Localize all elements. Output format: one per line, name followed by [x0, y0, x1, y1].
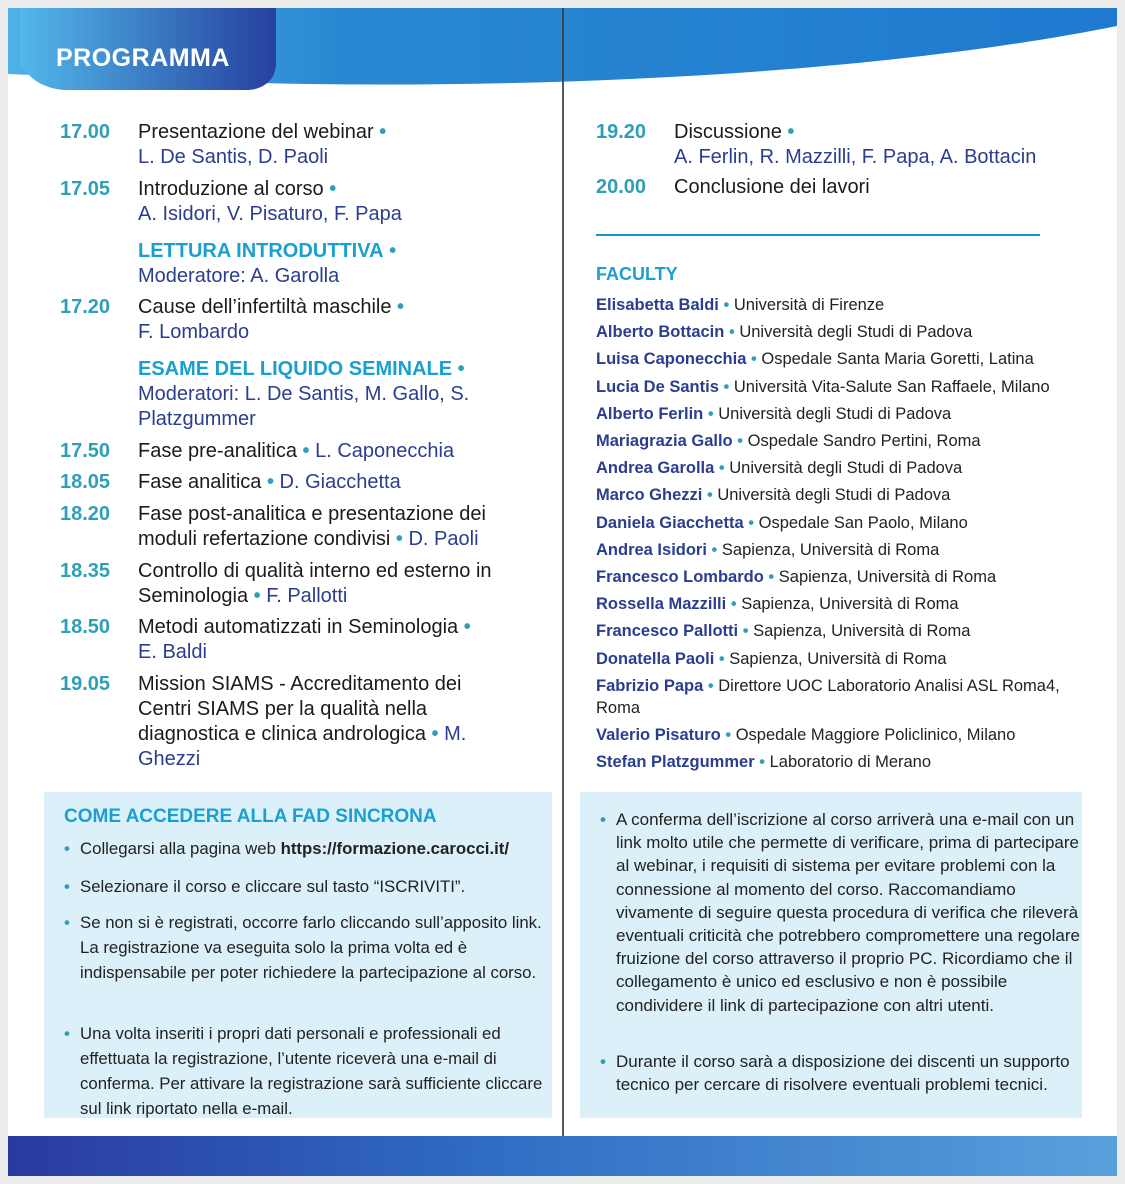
program-time: 20.00 — [596, 176, 647, 198]
bullet-dot-icon: • — [748, 513, 755, 532]
bullet-dot-icon: • — [253, 585, 261, 607]
bullet-dot-icon: • — [707, 404, 714, 423]
bullet-dot-icon: • — [329, 178, 337, 200]
faculty-affiliation: Sapienza, Università di Roma — [721, 540, 940, 559]
program-time: 19.05 — [60, 673, 111, 695]
bullet-dot-icon: • — [706, 486, 713, 505]
program-speakers: L. De Santis, D. Paoli — [138, 146, 329, 168]
program-title: Fase post-analitica e presentazione dei moduli refertazione condivisi — [138, 503, 486, 550]
access-info-box-continued — [580, 792, 1082, 1118]
faculty-affiliation: Sapienza, Università di Roma — [729, 649, 947, 668]
divider-line — [596, 234, 1040, 236]
faculty-list — [596, 292, 1076, 776]
faculty-name: Valerio Pisaturo — [596, 725, 721, 744]
faculty-name: Daniela Giacchetta — [596, 513, 744, 532]
program-time: 18.20 — [60, 503, 111, 525]
faculty-item — [596, 591, 1076, 618]
faculty-item — [596, 646, 1076, 673]
faculty-item — [596, 401, 1076, 428]
program-speakers: D. Paoli — [408, 528, 479, 550]
faculty-item — [596, 292, 1076, 319]
faculty-affiliation: Ospedale Santa Maria Goretti, Latina — [761, 350, 1034, 369]
program-title: Presentazione del webinar — [138, 121, 374, 143]
program-time: 18.35 — [60, 560, 111, 582]
footer-band — [8, 1136, 1117, 1176]
faculty-affiliation: Ospedale San Paolo, Milano — [758, 513, 968, 532]
faculty-item — [596, 749, 1076, 776]
program-time: 17.00 — [60, 121, 111, 143]
bullet-dot-icon: • — [457, 358, 465, 380]
program-speakers: A. Isidori, V. Pisaturo, F. Papa — [138, 203, 402, 225]
bullet-dot-icon: • — [742, 622, 749, 641]
program-title: Introduzione al corso — [138, 178, 324, 200]
section-moderator: Moderatore: A. Garolla — [138, 265, 340, 287]
faculty-item — [596, 374, 1076, 401]
faculty-affiliation: Direttore UOC Laboratorio Analisi ASL Roma4, Roma — [596, 676, 1060, 717]
faculty-item — [596, 510, 1076, 537]
bullet-dot-icon: • — [397, 296, 405, 318]
program-title: Metodi automatizzati in Seminologia — [138, 616, 459, 638]
bullet-dot-icon: • — [266, 471, 274, 493]
bullet-dot-icon: • — [768, 568, 775, 587]
faculty-name: Fabrizio Papa — [596, 676, 704, 695]
bullet-dot-icon: • — [463, 616, 471, 638]
bullet-dot-icon: • — [730, 595, 737, 614]
faculty-affiliation: Laboratorio di Merano — [769, 753, 932, 772]
faculty-affiliation: Università degli Studi di Padova — [739, 323, 973, 342]
bullet-dot-icon: • — [600, 1052, 606, 1071]
faculty-item — [596, 564, 1076, 591]
faculty-item — [596, 346, 1076, 373]
access-bullet — [64, 836, 556, 861]
faculty-item — [596, 455, 1076, 482]
program-title: Controllo di qualità interno ed esterno in Seminologia — [138, 560, 492, 607]
access-bullet — [64, 1021, 556, 1121]
access-heading: COME ACCEDERE ALLA FAD SINCRONA — [64, 806, 437, 827]
bullet-dot-icon: • — [64, 877, 70, 896]
access-bullet — [64, 910, 556, 985]
faculty-name: Andrea Garolla — [596, 459, 715, 478]
program-time: 18.05 — [60, 471, 111, 493]
program-speakers: A. Ferlin, R. Mazzilli, F. Papa, A. Bottacin — [674, 146, 1037, 168]
bullet-dot-icon: • — [389, 240, 397, 262]
faculty-item — [596, 482, 1076, 509]
program-speakers: M. Ghezzi — [138, 723, 467, 770]
bullet-dot-icon: • — [737, 432, 744, 451]
bullet-dot-icon: • — [707, 676, 714, 695]
access-info-box — [44, 792, 552, 1118]
bullet-dot-icon: • — [64, 913, 70, 932]
bullet-dot-icon: • — [718, 649, 725, 668]
bullet-dot-icon: • — [379, 121, 387, 143]
faculty-name: Francesco Pallotti — [596, 622, 739, 641]
faculty-affiliation: Università degli Studi di Padova — [729, 459, 963, 478]
bullet-dot-icon: • — [718, 459, 725, 478]
program-time: 19.20 — [596, 121, 647, 143]
bullet-dot-icon: • — [787, 121, 795, 143]
bullet-dot-icon: • — [302, 440, 310, 462]
faculty-affiliation: Sapienza, Università di Roma — [778, 568, 997, 587]
page-fold-divider — [562, 8, 564, 1176]
program-speakers: F. Pallotti — [266, 585, 348, 607]
program-time: 17.05 — [60, 178, 111, 200]
program-speakers: D. Giacchetta — [279, 471, 401, 493]
faculty-name: Francesco Lombardo — [596, 568, 764, 587]
faculty-affiliation: Sapienza, Università di Roma — [753, 622, 971, 641]
faculty-affiliation: Università degli Studi di Padova — [718, 404, 952, 423]
access-bullet — [64, 874, 556, 899]
faculty-item — [596, 428, 1076, 455]
access-text: Una volta inseriti i propri dati personali e professionali ed effettuata la registrazione, l’utente riceverà una e-mail di conferma. Per attivare la registrazione sarà sufficiente cliccare sul link riportato nella e-mail. — [80, 1024, 543, 1118]
faculty-name: Andrea Isidori — [596, 540, 707, 559]
bullet-dot-icon: • — [728, 323, 735, 342]
bullet-dot-icon: • — [723, 296, 730, 314]
bullet-dot-icon: • — [64, 839, 70, 858]
access-text: Durante il corso sarà a disposizione dei discenti un supporto tecnico per cercare di risolvere eventuali problemi tecnici. — [616, 1052, 1070, 1095]
bullet-dot-icon: • — [600, 810, 606, 829]
bullet-dot-icon: • — [750, 350, 757, 369]
faculty-name: Marco Ghezzi — [596, 486, 703, 505]
faculty-affiliation: Università Vita-Salute San Raffaele, Milano — [733, 377, 1050, 396]
bullet-dot-icon: • — [725, 725, 732, 744]
access-text: Collegarsi alla pagina web — [80, 839, 281, 858]
brochure-sheet — [8, 8, 1117, 1176]
section-heading: ESAME DEL LIQUIDO SEMINALE — [138, 358, 453, 380]
faculty-item — [596, 618, 1076, 645]
bullet-dot-icon: • — [431, 723, 439, 745]
faculty-name: Luisa Caponecchia — [596, 350, 747, 369]
faculty-item — [596, 722, 1076, 749]
access-text: A conferma dell’iscrizione al corso arriverà una e-mail con un link molto utile che permette di verificare, prima di partecipare al webinar, i requisiti di sistema per evitare problemi con la connessione al momento del corso. Raccomandiamo vivamente di seguire questa procedura di verifica che rileverà eventuali criticità che potrebbero compromettere una regolare fruizione del corso attraverso il proprio PC. Ricordiamo che il collegamento è unico ed esclusivo e non è possibile condividere il link di partecipazione con altri utenti. — [616, 810, 1080, 1015]
faculty-name: Stefan Platzgummer — [596, 753, 755, 772]
faculty-heading: FACULTY — [596, 264, 678, 284]
faculty-item — [596, 319, 1076, 346]
bullet-dot-icon: • — [395, 528, 403, 550]
program-title: Fase analitica — [138, 471, 262, 493]
program-title: Fase pre-analitica — [138, 440, 297, 462]
faculty-affiliation: Sapienza, Università di Roma — [741, 595, 959, 614]
faculty-affiliation: Ospedale Sandro Pertini, Roma — [747, 432, 981, 451]
page-title: PROGRAMMA — [56, 44, 230, 72]
program-speakers: L. Caponecchia — [315, 440, 455, 462]
faculty-name: Alberto Bottacin — [596, 323, 725, 342]
section-moderator: Moderatori: L. De Santis, M. Gallo, S. Platzgummer — [138, 383, 470, 430]
bullet-dot-icon: • — [711, 540, 718, 559]
program-title: Cause dell’infertiltà maschile — [138, 296, 392, 318]
access-text: Se non si è registrati, occorre farlo cliccando sull’apposito link. La registrazione va eseguita solo la prima volta ed è indispensabile per poter richiedere la partecipazione al corso. — [80, 913, 542, 982]
faculty-affiliation: Università di Firenze — [733, 296, 885, 314]
program-speakers: E. Baldi — [138, 641, 207, 663]
faculty-name: Lucia De Santis — [596, 377, 719, 396]
access-bullet — [600, 1050, 1086, 1096]
access-bullet — [600, 808, 1086, 1017]
bullet-dot-icon: • — [723, 377, 730, 396]
program-title: Mission SIAMS - Accreditamento dei Centri SIAMS per la qualità nella diagnostica e clinica andrologica — [138, 673, 462, 745]
program-time: 17.20 — [60, 296, 111, 318]
faculty-name: Alberto Ferlin — [596, 404, 704, 423]
faculty-affiliation: Università degli Studi di Padova — [717, 486, 951, 505]
program-time: 18.50 — [60, 616, 111, 638]
program-title: Conclusione dei lavori — [674, 176, 870, 198]
access-text: Selezionare il corso e cliccare sul tasto “ISCRIVITI”. — [80, 877, 466, 896]
faculty-name: Elisabetta Baldi — [596, 296, 719, 314]
faculty-name: Donatella Paoli — [596, 649, 715, 668]
program-title: Discussione — [674, 121, 782, 143]
section-heading: LETTURA INTRODUTTIVA — [138, 240, 384, 262]
bullet-dot-icon: • — [64, 1024, 70, 1043]
faculty-affiliation: Ospedale Maggiore Policlinico, Milano — [735, 725, 1016, 744]
faculty-item — [596, 675, 1076, 719]
program-time: 17.50 — [60, 440, 111, 462]
program-speakers: F. Lombardo — [138, 321, 250, 343]
bullet-dot-icon: • — [759, 753, 765, 772]
registration-link[interactable]: https://formazione.carocci.it/ — [280, 839, 510, 858]
faculty-name: Rossella Mazzilli — [596, 595, 727, 614]
faculty-name: Mariagrazia Gallo — [596, 432, 733, 451]
faculty-item — [596, 537, 1076, 564]
